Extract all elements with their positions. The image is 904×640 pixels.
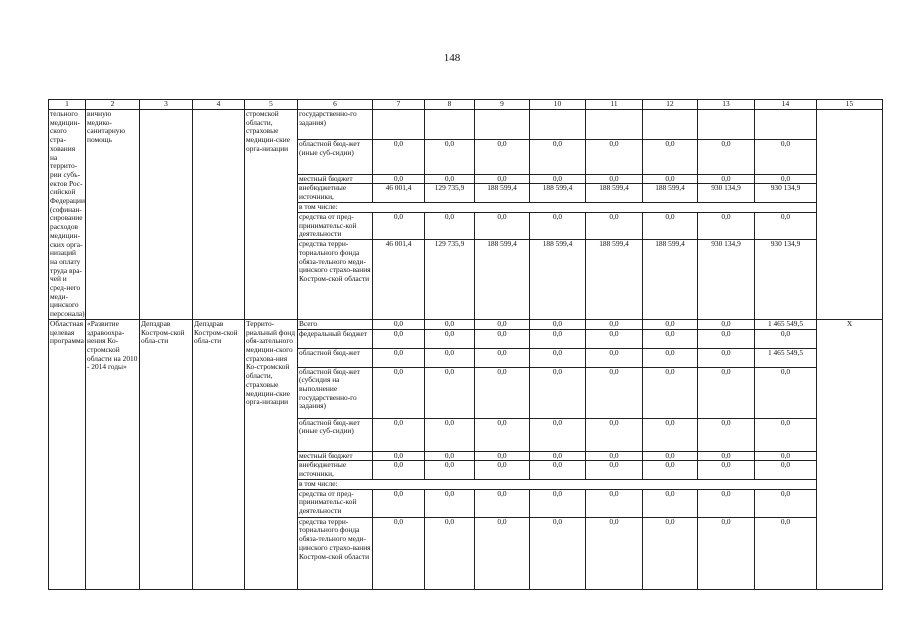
value-cell: 930 134,9 [755,240,817,320]
cell-col3 [140,110,193,320]
value-cell: 930 134,9 [698,240,755,320]
value-cell: 46 001,4 [373,240,425,320]
row-label: местный бюджет [298,451,373,461]
table-body [49,100,883,590]
value-cell: 0,0 [643,319,698,329]
value-cell: 0,0 [475,489,530,517]
value-cell: 0,0 [373,319,425,329]
value-cell: 0,0 [475,329,530,348]
value-cell: 0,0 [425,348,475,367]
column-number-cell: 13 [698,100,755,110]
cell-col3: Депздрав Костром-ской обла-сти [140,319,193,589]
value-cell: 0,0 [586,367,643,418]
row-label: областной бюд-жет (субсидия на выполнение государственно-го задания) [298,367,373,418]
value-cell: 129 735,9 [425,184,475,203]
value-cell: 0,0 [425,367,475,418]
value-cell: 0,0 [373,517,425,589]
value-cell: 0,0 [530,329,586,348]
value-cell: 0,0 [643,348,698,367]
cell-col2: вичную медико-санитарную помощь [86,110,140,320]
value-cell: 0,0 [586,329,643,348]
cell-col1: тельного медицин-ского стра-хования на террито-рии субъ-ектов Рос-сийской Федерации (софинан-сирование расходов медицин-ских орга-низаций на оплату труда вра-чей и сред-него меди-цинского персонала) [50,109,85,319]
value-cell: 0,0 [698,174,755,184]
value-cell: 0,0 [373,348,425,367]
cell-col1: Областная целевая программа [49,319,86,589]
column-number-cell: 15 [817,100,883,110]
value-cell: 0,0 [530,517,586,589]
value-cell: 188 599,4 [530,184,586,203]
value-cell: 188 599,4 [586,240,643,320]
row-label: внебюджетные источники, [298,184,373,203]
cell-col15: Х [817,319,883,589]
value-cell: 0,0 [373,212,425,239]
value-cell: 0,0 [373,329,425,348]
cell-col2: «Развитие здравоохра-нения Ко-стромской области на 2010 - 2014 годы» [86,319,140,589]
value-cell: 0,0 [643,517,698,589]
value-cell: 0,0 [698,329,755,348]
value-cell: 0,0 [698,348,755,367]
value-cell: 0,0 [755,418,817,451]
value-cell: 930 134,9 [755,184,817,203]
column-number-cell: 2 [86,100,140,110]
page-number: 148 [443,52,461,64]
value-cell: 0,0 [530,140,586,174]
column-number-cell: 7 [373,100,425,110]
row-label: Всего [298,319,373,329]
value-cell: 46 001,4 [373,184,425,203]
value-cell: 1 465 549,5 [755,348,817,367]
value-cell: 0,0 [643,174,698,184]
value-cell: 0,0 [698,517,755,589]
value-cell: 0,0 [755,489,817,517]
value-cell: 129 735,9 [425,240,475,320]
value-cell: 0,0 [586,489,643,517]
row-label: в том числе: [298,202,817,212]
row-label: местный бюджет [298,174,373,184]
value-cell [530,110,586,140]
value-cell: 188 599,4 [643,240,698,320]
budget-table [48,99,883,590]
row-label: в том числе: [298,479,817,489]
value-cell: 0,0 [373,461,425,479]
value-cell: 0,0 [530,319,586,329]
value-cell: 0,0 [698,451,755,461]
value-cell: 0,0 [475,140,530,174]
value-cell [755,110,817,140]
cell-col5: Террито-риальный фонд обя-зательного медицин-ского страхова-ния Ко-стромской области, страховые медицин-ские орга-низации [245,319,298,589]
cell-col4: Депздрав Костром-ской обла-сти [193,319,245,589]
row-label: областной бюд-жет (иные суб-сидии) [298,140,373,174]
value-cell: 0,0 [373,418,425,451]
table-row [49,319,883,329]
value-cell [586,110,643,140]
value-cell: 0,0 [755,329,817,348]
value-cell: 188 599,4 [475,240,530,320]
value-cell: 0,0 [373,367,425,418]
value-cell: 0,0 [586,418,643,451]
value-cell: 0,0 [373,489,425,517]
column-number-cell: 9 [475,100,530,110]
value-cell: 0,0 [425,329,475,348]
row-label: областной бюд-жет [298,348,373,367]
value-cell: 0,0 [755,451,817,461]
value-cell: 0,0 [425,489,475,517]
column-number-cell: 14 [755,100,817,110]
value-cell: 0,0 [643,212,698,239]
value-cell: 0,0 [475,212,530,239]
value-cell: 0,0 [698,367,755,418]
value-cell: 0,0 [698,461,755,479]
value-cell: 0,0 [530,461,586,479]
value-cell: 0,0 [698,212,755,239]
value-cell: 0,0 [586,461,643,479]
value-cell: 0,0 [586,212,643,239]
value-cell: 0,0 [475,367,530,418]
column-number-cell: 3 [140,100,193,110]
value-cell: 0,0 [698,418,755,451]
value-cell [425,110,475,140]
value-cell: 0,0 [643,367,698,418]
column-number-cell: 8 [425,100,475,110]
column-number-cell: 12 [643,100,698,110]
column-number-cell: 6 [298,100,373,110]
value-cell: 0,0 [530,348,586,367]
value-cell: 0,0 [425,461,475,479]
value-cell: 0,0 [475,319,530,329]
column-number-cell: 11 [586,100,643,110]
column-number-cell: 1 [49,100,86,110]
value-cell: 0,0 [643,451,698,461]
value-cell: 0,0 [425,319,475,329]
cell-col4 [193,110,245,320]
value-cell: 0,0 [586,319,643,329]
row-label: федеральный бюджет [298,329,373,348]
row-label: внебюджетные источники, [298,461,373,479]
value-cell: 0,0 [698,319,755,329]
value-cell: 0,0 [373,140,425,174]
value-cell: 0,0 [425,140,475,174]
value-cell [475,110,530,140]
row-label: средства от пред-принимательс-кой деятельности [298,212,373,239]
value-cell: 0,0 [643,140,698,174]
value-cell: 0,0 [475,174,530,184]
column-number-cell: 10 [530,100,586,110]
cell-col5: стромской области, страховые медицин-ские орга-низации [245,110,298,320]
value-cell: 0,0 [755,517,817,589]
value-cell: 0,0 [425,418,475,451]
value-cell: 0,0 [425,517,475,589]
value-cell: 0,0 [475,517,530,589]
value-cell: 0,0 [698,489,755,517]
value-cell: 0,0 [698,140,755,174]
row-label: средства терри-ториального фонда обяза-тельного меди-цинского страхо-вания Костром-ской области [298,240,373,320]
value-cell: 0,0 [755,174,817,184]
value-cell [698,110,755,140]
value-cell [643,110,698,140]
value-cell: 188 599,4 [530,240,586,320]
value-cell: 0,0 [475,461,530,479]
value-cell: 930 134,9 [698,184,755,203]
value-cell: 188 599,4 [586,184,643,203]
row-label: государственно-го задания) [298,110,373,140]
value-cell: 0,0 [425,451,475,461]
value-cell: 0,0 [586,174,643,184]
column-number-cell: 4 [193,100,245,110]
value-cell: 188 599,4 [475,184,530,203]
value-cell: 0,0 [755,461,817,479]
value-cell [373,110,425,140]
value-cell: 0,0 [755,212,817,239]
value-cell: 188 599,4 [643,184,698,203]
value-cell: 0,0 [643,461,698,479]
value-cell: 0,0 [643,329,698,348]
value-cell: 0,0 [475,348,530,367]
cell-col15 [817,110,883,320]
column-number-row [49,100,883,110]
column-number-cell: 5 [245,100,298,110]
value-cell: 0,0 [530,367,586,418]
value-cell: 0,0 [475,451,530,461]
table-row [49,110,883,140]
value-cell: 0,0 [586,517,643,589]
value-cell: 0,0 [643,418,698,451]
value-cell: 0,0 [530,418,586,451]
value-cell: 0,0 [643,489,698,517]
value-cell: 1 465 549,5 [755,319,817,329]
value-cell: 0,0 [425,174,475,184]
row-label: средства терри-ториального фонда обяза-тельного меди-цинского страхо-вания Костром-ской области [298,517,373,589]
row-label: средства от пред-принимательс-кой деятельности [298,489,373,517]
value-cell: 0,0 [373,451,425,461]
value-cell: 0,0 [530,174,586,184]
value-cell: 0,0 [755,140,817,174]
value-cell: 0,0 [586,451,643,461]
value-cell: 0,0 [475,418,530,451]
value-cell: 0,0 [586,140,643,174]
value-cell: 0,0 [755,367,817,418]
value-cell: 0,0 [373,174,425,184]
value-cell: 0,0 [530,212,586,239]
value-cell: 0,0 [586,348,643,367]
row-label: областной бюд-жет (иные суб-сидии) [298,418,373,451]
value-cell: 0,0 [425,212,475,239]
value-cell: 0,0 [530,489,586,517]
value-cell: 0,0 [530,451,586,461]
